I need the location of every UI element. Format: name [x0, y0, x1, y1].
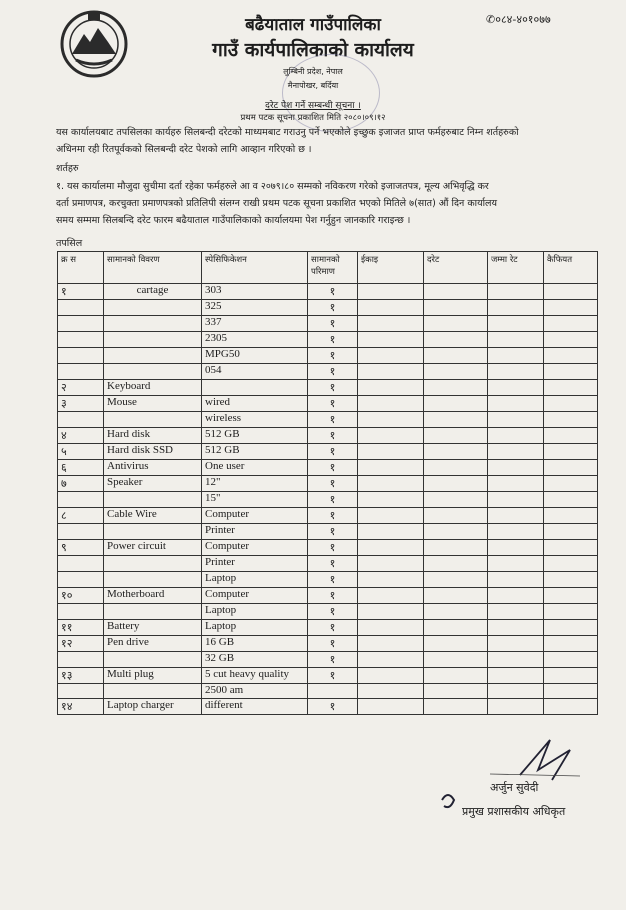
cell-sn — [58, 300, 104, 316]
cell-total — [488, 652, 544, 668]
cell-spec: 325 — [202, 300, 308, 316]
table-row — [58, 524, 598, 540]
office-name: बढैयाताल गाउँपालिका — [245, 15, 381, 35]
cell-sn: ६ — [58, 460, 104, 476]
cell-total — [488, 699, 544, 715]
cell-remarks — [544, 380, 598, 396]
cell-total — [488, 604, 544, 620]
cell-remarks — [544, 492, 598, 508]
cell-quantity: १ — [308, 556, 358, 572]
cell-sn: १ — [58, 284, 104, 300]
cell-spec: 303 — [202, 284, 308, 300]
cell-quantity: १ — [308, 380, 358, 396]
handwritten-signature — [430, 730, 620, 860]
cell-spec: different — [202, 699, 308, 715]
cell-remarks — [544, 699, 598, 715]
cell-rate — [424, 412, 488, 428]
cell-remarks — [544, 364, 598, 380]
cell-spec: Laptop — [202, 620, 308, 636]
cell-total — [488, 364, 544, 380]
table-row — [58, 364, 598, 380]
cell-total — [488, 508, 544, 524]
cell-sn: ८ — [58, 508, 104, 524]
cell-remarks — [544, 652, 598, 668]
cell-item: Motherboard — [104, 588, 202, 604]
cell-item: Cable Wire — [104, 508, 202, 524]
cell-quantity: १ — [308, 284, 358, 300]
cell-rate — [424, 476, 488, 492]
cell-item: Keyboard — [104, 380, 202, 396]
cell-item: Power circuit — [104, 540, 202, 556]
cell-sn — [58, 348, 104, 364]
cell-quantity: १ — [308, 508, 358, 524]
cell-quantity: १ — [308, 364, 358, 380]
cell-quantity: १ — [308, 460, 358, 476]
cell-quantity: १ — [308, 428, 358, 444]
cell-quantity: १ — [308, 540, 358, 556]
header-sn: क्र स — [58, 252, 104, 284]
cell-remarks — [544, 412, 598, 428]
cell-rate — [424, 652, 488, 668]
cell-item — [104, 604, 202, 620]
cell-unit — [358, 364, 424, 380]
cell-spec: 2500 am — [202, 684, 308, 699]
cell-spec: Laptop — [202, 604, 308, 620]
cell-remarks — [544, 668, 598, 684]
cell-rate — [424, 508, 488, 524]
table-row — [58, 604, 598, 620]
cell-spec — [202, 380, 308, 396]
cell-unit — [358, 380, 424, 396]
cell-total — [488, 492, 544, 508]
cell-quantity: १ — [308, 492, 358, 508]
cell-sn — [58, 652, 104, 668]
cell-sn — [58, 572, 104, 588]
cell-rate — [424, 524, 488, 540]
cell-rate — [424, 316, 488, 332]
cell-total — [488, 316, 544, 332]
table-body — [58, 284, 598, 715]
cell-sn — [58, 604, 104, 620]
table-row — [58, 316, 598, 332]
cell-spec: MPG50 — [202, 348, 308, 364]
table-row — [58, 412, 598, 428]
cell-spec: 5 cut heavy quality — [202, 668, 308, 684]
table-row — [58, 284, 598, 300]
cell-item — [104, 348, 202, 364]
cell-quantity: १ — [308, 476, 358, 492]
cell-item — [104, 524, 202, 540]
cell-rate — [424, 348, 488, 364]
cell-unit — [358, 492, 424, 508]
cell-unit — [358, 699, 424, 715]
header-spec: स्पेसिफिकेशन — [202, 252, 308, 284]
cell-rate — [424, 460, 488, 476]
cell-unit — [358, 620, 424, 636]
signatory-name: अर्जुन सुवेदी — [490, 781, 539, 794]
condition-line: समय सम्ममा सिलबन्दि दरेट फारम बढैयाताल गाउँपालिकाको कार्यालयमा पेश गर्नुहुन जानकारि गराइन्छ । — [56, 215, 411, 226]
cell-item: Mouse — [104, 396, 202, 412]
cell-rate — [424, 300, 488, 316]
cell-unit — [358, 460, 424, 476]
cell-total — [488, 332, 544, 348]
cell-remarks — [544, 636, 598, 652]
cell-sn — [58, 332, 104, 348]
cell-item: Pen drive — [104, 636, 202, 652]
cell-sn: ३ — [58, 396, 104, 412]
table-row — [58, 492, 598, 508]
cell-total — [488, 412, 544, 428]
intro-paragraph — [56, 124, 591, 158]
address-line-2: मैनापोखर, बर्दिया — [287, 81, 339, 90]
cell-spec: Computer — [202, 508, 308, 524]
table-row — [58, 332, 598, 348]
cell-quantity: १ — [308, 572, 358, 588]
cell-total — [488, 556, 544, 572]
cell-rate — [424, 620, 488, 636]
cell-total — [488, 396, 544, 412]
condition-line: १. यस कार्यालमा मौजुदा सुचीमा दर्ता रहेका फर्महरुले आ व २०७९।८० सम्मको नविकरण गरेको इजाजतपत्र, मूल्य अभिवृद्धि कर — [56, 181, 489, 192]
header-total: जम्मा रेट — [488, 252, 544, 284]
cell-remarks — [544, 348, 598, 364]
cell-remarks — [544, 396, 598, 412]
cell-sn — [58, 364, 104, 380]
phone-number: ✆०८४-४०१०७७ — [486, 13, 551, 26]
table-row — [58, 428, 598, 444]
cell-spec: 15" — [202, 492, 308, 508]
cell-quantity: १ — [308, 412, 358, 428]
cell-total — [488, 460, 544, 476]
office-title: गाउँ कार्यपालिकाको कार्यालय — [212, 39, 414, 61]
items-table — [57, 251, 598, 715]
cell-unit — [358, 636, 424, 652]
cell-remarks — [544, 460, 598, 476]
cell-unit — [358, 540, 424, 556]
cell-quantity: १ — [308, 444, 358, 460]
cell-quantity: १ — [308, 604, 358, 620]
cell-spec: 054 — [202, 364, 308, 380]
cell-unit — [358, 668, 424, 684]
cell-rate — [424, 572, 488, 588]
cell-sn: ७ — [58, 476, 104, 492]
cell-item — [104, 332, 202, 348]
cell-quantity: १ — [308, 300, 358, 316]
table-row — [58, 699, 598, 715]
table-row — [58, 636, 598, 652]
cell-unit — [358, 604, 424, 620]
cell-rate — [424, 684, 488, 699]
cell-spec: 12" — [202, 476, 308, 492]
cell-spec: One user — [202, 460, 308, 476]
cell-unit — [358, 332, 424, 348]
cell-remarks — [544, 540, 598, 556]
cell-sn — [58, 556, 104, 572]
cell-unit — [358, 316, 424, 332]
cell-rate — [424, 284, 488, 300]
table-row — [58, 620, 598, 636]
table-row — [58, 508, 598, 524]
cell-item: Antivirus — [104, 460, 202, 476]
cell-total — [488, 684, 544, 699]
cell-spec: Computer — [202, 540, 308, 556]
cell-total — [488, 620, 544, 636]
cell-quantity: १ — [308, 348, 358, 364]
cell-remarks — [544, 572, 598, 588]
cell-total — [488, 380, 544, 396]
table-row — [58, 396, 598, 412]
cell-spec: Laptop — [202, 572, 308, 588]
cell-unit — [358, 556, 424, 572]
cell-rate — [424, 636, 488, 652]
cell-item — [104, 684, 202, 699]
phone-text: ०८४-४०१०७७ — [495, 13, 551, 26]
cell-sn: ९ — [58, 540, 104, 556]
cell-remarks — [544, 284, 598, 300]
cell-quantity: १ — [308, 332, 358, 348]
cell-item: Multi plug — [104, 668, 202, 684]
address-line-1: लुम्बिनी प्रदेश, नेपाल — [283, 67, 343, 76]
cell-remarks — [544, 332, 598, 348]
cell-unit — [358, 572, 424, 588]
header-quantity: सामानको परिमाण — [308, 252, 358, 284]
cell-sn: ४ — [58, 428, 104, 444]
intro-line: यस कार्यालयबाट तपसिलका कार्यहरु सिलबन्दी दरेटको माध्यमबाट गराउनु पर्ने भएकोले इच्छुक इजाजत प्राप्त फर्महरुबाट निम्न शर्तहरुको — [56, 127, 519, 138]
cell-item — [104, 316, 202, 332]
cell-total — [488, 636, 544, 652]
cell-quantity: १ — [308, 524, 358, 540]
table-row — [58, 460, 598, 476]
cell-quantity: १ — [308, 636, 358, 652]
cell-rate — [424, 444, 488, 460]
table-row — [58, 588, 598, 604]
table-row — [58, 540, 598, 556]
cell-remarks — [544, 588, 598, 604]
cell-spec: 337 — [202, 316, 308, 332]
cell-total — [488, 668, 544, 684]
cell-unit — [358, 444, 424, 460]
cell-spec: Printer — [202, 556, 308, 572]
signatory-title: प्रमुख प्रशासकीय अधिकृत — [462, 805, 566, 818]
condition-1 — [56, 178, 591, 229]
cell-unit — [358, 684, 424, 699]
cell-rate — [424, 364, 488, 380]
cell-unit — [358, 524, 424, 540]
cell-sn: ५ — [58, 444, 104, 460]
cell-spec: 512 GB — [202, 444, 308, 460]
cell-item — [104, 364, 202, 380]
cell-total — [488, 588, 544, 604]
cell-total — [488, 444, 544, 460]
cell-remarks — [544, 444, 598, 460]
cell-spec: Computer — [202, 588, 308, 604]
cell-item: Hard disk SSD — [104, 444, 202, 460]
cell-quantity: १ — [308, 396, 358, 412]
cell-unit — [358, 652, 424, 668]
notice-date: प्रथम पटक सूचना प्रकाशित मिति २०८०।०९।१२ — [240, 113, 386, 123]
cell-total — [488, 428, 544, 444]
cell-item — [104, 652, 202, 668]
cell-spec: wireless — [202, 412, 308, 428]
cell-remarks — [544, 684, 598, 699]
cell-spec: 2305 — [202, 332, 308, 348]
cell-remarks — [544, 556, 598, 572]
intro-line: अधिनमा रही रितपूर्वकको सिलबन्दी दरेट पेशको लागि आव्हान गरिएको छ । — [56, 144, 312, 155]
cell-item: Battery — [104, 620, 202, 636]
cell-remarks — [544, 300, 598, 316]
cell-rate — [424, 604, 488, 620]
table-row — [58, 380, 598, 396]
cell-rate — [424, 428, 488, 444]
cell-quantity — [308, 684, 358, 699]
header-unit: ईकाइ — [358, 252, 424, 284]
table-row — [58, 684, 598, 699]
cell-rate — [424, 380, 488, 396]
cell-spec: 16 GB — [202, 636, 308, 652]
table-row — [58, 476, 598, 492]
cell-item: Speaker — [104, 476, 202, 492]
notice-title: दरेट पेश गर्ने सम्बन्धी सूचना । — [265, 101, 361, 111]
table-row — [58, 300, 598, 316]
cell-total — [488, 300, 544, 316]
cell-rate — [424, 396, 488, 412]
cell-unit — [358, 508, 424, 524]
cell-unit — [358, 588, 424, 604]
table-header-row — [58, 252, 598, 284]
cell-quantity: १ — [308, 699, 358, 715]
cell-unit — [358, 428, 424, 444]
condition-line: दर्ता प्रमाणपत्र, करचुक्ता प्रमाणपत्रको प्रतिलिपी संलग्न राखी प्रथम पटक सूचना प्रकाशित भएको मितिले ७(सात) औं दिन कार्यालय — [56, 198, 498, 209]
cell-sn: १० — [58, 588, 104, 604]
cell-sn — [58, 412, 104, 428]
cell-remarks — [544, 508, 598, 524]
cell-sn: १३ — [58, 668, 104, 684]
cell-unit — [358, 284, 424, 300]
cell-quantity: १ — [308, 652, 358, 668]
cell-rate — [424, 556, 488, 572]
cell-total — [488, 348, 544, 364]
cell-rate — [424, 332, 488, 348]
cell-remarks — [544, 604, 598, 620]
cell-item — [104, 412, 202, 428]
cell-rate — [424, 588, 488, 604]
cell-remarks — [544, 428, 598, 444]
table-label: तपसिल — [56, 238, 83, 249]
cell-quantity: १ — [308, 316, 358, 332]
cell-item — [104, 492, 202, 508]
cell-spec: 512 GB — [202, 428, 308, 444]
cell-total — [488, 284, 544, 300]
cell-remarks — [544, 620, 598, 636]
cell-rate — [424, 540, 488, 556]
cell-unit — [358, 476, 424, 492]
cell-sn: १२ — [58, 636, 104, 652]
cell-sn: ११ — [58, 620, 104, 636]
cell-spec: wired — [202, 396, 308, 412]
cell-sn — [58, 524, 104, 540]
cell-remarks — [544, 524, 598, 540]
table-row — [58, 572, 598, 588]
cell-item — [104, 556, 202, 572]
cell-remarks — [544, 476, 598, 492]
cell-remarks — [544, 316, 598, 332]
cell-quantity: १ — [308, 668, 358, 684]
cell-item: Hard disk — [104, 428, 202, 444]
cell-spec: Printer — [202, 524, 308, 540]
cell-rate — [424, 699, 488, 715]
table-row — [58, 444, 598, 460]
cell-rate — [424, 668, 488, 684]
cell-unit — [358, 300, 424, 316]
cell-total — [488, 540, 544, 556]
cell-sn: २ — [58, 380, 104, 396]
header-item: सामानको विवरण — [104, 252, 202, 284]
cell-quantity: १ — [308, 620, 358, 636]
conditions-label: शर्तहरु — [56, 163, 79, 174]
table-row — [58, 652, 598, 668]
cell-spec: 32 GB — [202, 652, 308, 668]
cell-unit — [358, 412, 424, 428]
cell-sn — [58, 684, 104, 699]
table-row — [58, 348, 598, 364]
cell-item: Laptop charger — [104, 699, 202, 715]
cell-total — [488, 572, 544, 588]
cell-unit — [358, 348, 424, 364]
cell-sn — [58, 316, 104, 332]
cell-rate — [424, 492, 488, 508]
cell-quantity: १ — [308, 588, 358, 604]
cell-unit — [358, 396, 424, 412]
cell-item — [104, 300, 202, 316]
cell-item — [104, 572, 202, 588]
cell-total — [488, 524, 544, 540]
cell-total — [488, 476, 544, 492]
cell-sn: १४ — [58, 699, 104, 715]
cell-sn — [58, 492, 104, 508]
header-remarks: कैफियत — [544, 252, 598, 284]
table-row — [58, 556, 598, 572]
header-rate: दरेट — [424, 252, 488, 284]
table-row — [58, 668, 598, 684]
cell-item: cartage — [104, 284, 202, 300]
